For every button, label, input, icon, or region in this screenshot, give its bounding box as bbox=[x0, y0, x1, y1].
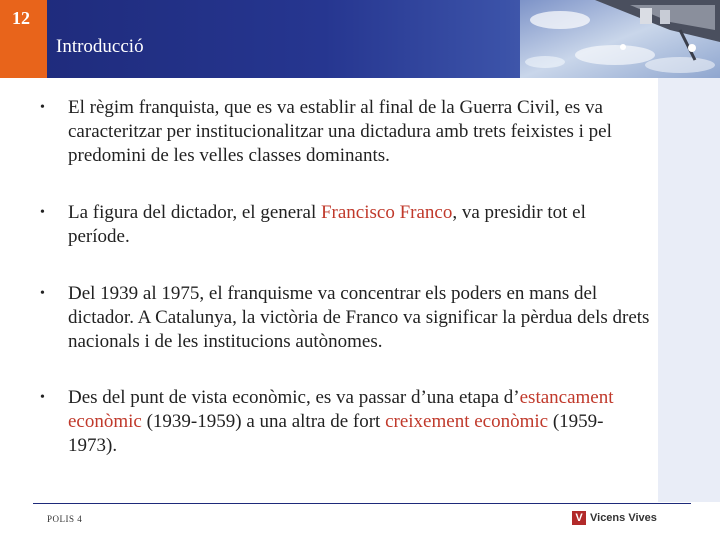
footer-label: POLIS 4 bbox=[47, 514, 83, 524]
bullet-text bbox=[68, 96, 652, 168]
page-number-box bbox=[0, 0, 47, 78]
bullet-highlight: creixement econòmic bbox=[385, 411, 549, 432]
bullet-item bbox=[40, 282, 652, 354]
bullet-segment: Des del punt de vista econòmic, es va passar d’una etapa d’ bbox=[68, 387, 520, 408]
bullet-text bbox=[68, 282, 652, 354]
bullet-item bbox=[40, 201, 652, 249]
bullet-segment: , va presidir tot el període. bbox=[68, 202, 586, 247]
bullet-dot-icon: • bbox=[40, 286, 45, 301]
bullet-segment: (1959-1973). bbox=[68, 411, 604, 456]
bullet-dot-icon: • bbox=[40, 205, 45, 220]
bullet-highlight: estancament econòmic bbox=[68, 387, 614, 432]
space-station-photo bbox=[520, 0, 720, 78]
bullet-dot-icon: • bbox=[40, 390, 45, 405]
bullet-text bbox=[68, 386, 652, 458]
bullet-segment: (1939-1959) a una altra de fort bbox=[141, 411, 386, 432]
bullet-segment: El règim franquista, que es va establir al final de la Guerra Civil, es va caracteritzar per institucionalitzar una dictadura amb trets feixistes i pel predomini de les velles classes dominants. bbox=[68, 97, 612, 166]
bullet-segment: La figura del dictador, el general bbox=[68, 202, 321, 223]
section-title: Introducció bbox=[56, 36, 144, 57]
bullet-item bbox=[40, 386, 652, 458]
bullet-text bbox=[68, 201, 652, 249]
bullet-dot-icon: • bbox=[40, 100, 45, 115]
footer-divider bbox=[33, 503, 691, 504]
bullet-highlight: Francisco Franco bbox=[320, 202, 453, 223]
vicens-vives-logo-icon: V bbox=[572, 511, 586, 525]
page-number: 12 bbox=[12, 8, 30, 28]
publisher-name: Vicens Vives bbox=[590, 512, 657, 524]
bullet-segment: Del 1939 al 1975, el franquisme va concentrar els poders en mans del dictador. A Catalunya, la victòria de Franco va significar la pèrdua dels drets nacionals i de les institucions autònomes. bbox=[68, 283, 650, 352]
slide-header bbox=[0, 0, 720, 78]
bullet-item bbox=[40, 96, 652, 168]
right-side-band bbox=[658, 78, 720, 502]
publisher-logo bbox=[572, 511, 657, 525]
